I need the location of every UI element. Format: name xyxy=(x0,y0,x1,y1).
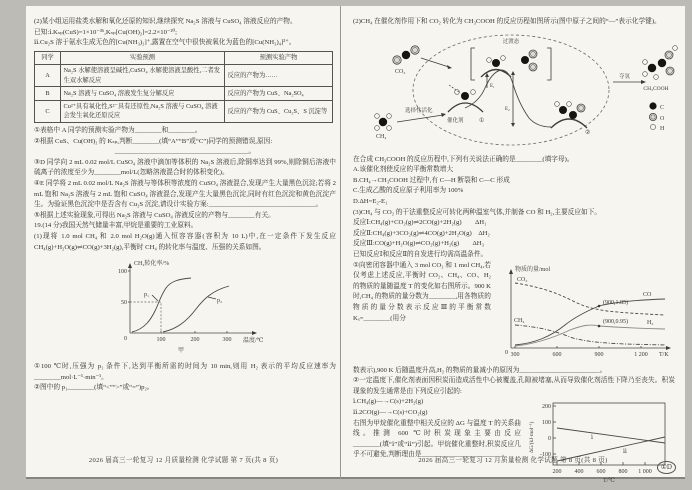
page-8 xyxy=(341,6,685,485)
y-tick-100: 100 xyxy=(117,269,127,276)
known-line-2: ⅱ.Cu₂S 溶于氨水生成无色的[Cu(NH₃)₂]⁺,露置在空气中很快被氧化为蓝色的[Cu(NH₃)₄]²⁺。 xyxy=(34,39,296,47)
reaction-ii: ⅱ.2CO(g)―→C(s)+CO₂(g) xyxy=(353,408,428,416)
question-19-1: (1)现将 1.0 mol CH₄ 和 2.0 mol H₂O(g)通入恒容容器(容积为 10 L)中,在一定条件下发生反应 CH₄(g)+H₂O(g)⇌CO(g)+3H₂(g),平衡时 CH₄ 的转化率与温度、压强的关系如图。 xyxy=(34,232,336,251)
option-d: D.ΔH=E₂-E₁ xyxy=(353,197,388,205)
known-line-1: 已知:ⅰ.Kₛₚ(CuS)=1×10⁻³⁶,Kₛₚ[Cu(OH)₂]=2.2×10⁻²⁰; xyxy=(34,28,178,36)
x-tick-100: 100 xyxy=(156,337,165,344)
co-curve xyxy=(515,299,665,345)
x-axis-label: 温度/℃ xyxy=(242,338,263,345)
block-1 xyxy=(353,261,675,366)
catalyst-region-ellipse xyxy=(413,35,609,145)
table-row xyxy=(35,64,333,86)
question-3-intro: (3)CH₄ 与 CO₂ 的干法重整反应可转化两种温室气体,并制备 CO 和 H₂,主要反应如下。 xyxy=(353,208,602,216)
x-tick-1200: 1 200 xyxy=(634,351,648,358)
product-label: CH₃COOH xyxy=(643,85,669,92)
question-2-intro-right: (2)CH₄ 在催化剂作用下和 CO₂ 转化为 CH₃COOH 的反应历程如图所示(图中原子之间的“—”表示化学键)。 xyxy=(353,18,661,25)
annotation-900-095: (900,0.95) xyxy=(603,318,628,325)
corner-stamp: ①D xyxy=(657,461,676,474)
y-axis-label: ΔG/(kJ·mol⁻¹) xyxy=(529,421,535,454)
sub-question-2: ②图中的 p₁________(填“<”“>”或“=”)p₂。 xyxy=(34,384,154,392)
curve-p1-label: p₁ xyxy=(143,292,149,299)
curve-p1 xyxy=(132,278,191,332)
x-tick-200: 200 xyxy=(190,337,199,344)
block-2 xyxy=(353,397,675,487)
legend-h-label: H xyxy=(660,125,665,132)
student-id: B xyxy=(35,87,61,100)
step-1-label: ① xyxy=(479,117,485,124)
item-1: ①表格中 A 同学的预测实验产物为________和________。 xyxy=(34,127,202,134)
table-row xyxy=(35,100,333,122)
legend-o-label: O xyxy=(660,115,665,122)
ch4-label: CH₄ xyxy=(376,133,387,140)
mechanism-diagram-wrap xyxy=(353,30,675,153)
co2-molecule xyxy=(393,45,419,63)
product-cell: 反应的产物为 CuS、Cu₂S、S 沉淀等 xyxy=(224,100,332,122)
reaction-i: ⅰ.CH₄(g)―→C(s)+2H₂(g) xyxy=(353,398,424,406)
step-2-label: ② xyxy=(585,129,591,136)
transition-state-label: 过渡态 xyxy=(502,38,520,45)
line-i-label: ⅰ xyxy=(591,435,593,442)
co2-series-label: CO₂ xyxy=(517,276,528,283)
product-cell: 反应的产物为 CuS、Na₂SO₄ xyxy=(224,87,332,100)
x-tick-900: 900 xyxy=(594,351,604,358)
bracket-left xyxy=(471,48,475,80)
item-2: ②根据 CuS、Cu(OH)₂ 的 Kₛₚ,判断________(填“A”“B”或“C”)同学的预测错误,原因: xyxy=(34,137,273,145)
table-header-prediction: 实验预测 xyxy=(61,51,225,64)
catalyst-label: 催化剂 xyxy=(447,117,464,124)
adsorbed-acetyl-molecule xyxy=(555,101,585,118)
item-3: ③D 同学向 2 mL 0.02 mol/L CuSO₄ 溶液中滴加等体积的 Na₂S 溶液后,除铜率达到 99%,则除铜后溶液中硫离子的浓度至少为________mol/L(忽略溶液混合时的体积变化)。 xyxy=(34,158,336,177)
y-axis-label: 物质的量/mol xyxy=(515,266,551,273)
selective-activation-label: 选择性活化 xyxy=(405,107,433,114)
reaction-1: 反应Ⅰ:CH₄(g)+CO₂(g)⇌2CO(g)+2H₂(g) ΔH₁ xyxy=(353,219,487,227)
legend-c-label: C xyxy=(660,104,665,111)
deltaG-vs-temperature-chart xyxy=(525,397,675,485)
reaction-3: 反应Ⅲ:CO(g)+H₂O(g)⇌CO₂(g)+H₂(g) ΔH₃ xyxy=(353,240,484,248)
conversion-chart-wrap xyxy=(34,255,336,360)
block-2-text: ②一定温度下,催化剂表面因积炭而造成活性中心被覆盖,孔隙被堵塞,从而导致催化剂活性下降乃至丧失。积炭现象的发生通常是由下列反应引起的: xyxy=(353,377,675,395)
item-2-blank: ________________________________________。 xyxy=(114,148,256,156)
prediction-cell: Na₂S 水解使溶液呈碱性,CuSO₄ 水解使溶液呈酸性,二者发生双水解反应 xyxy=(61,64,225,86)
ch4-conversion-chart xyxy=(103,255,268,355)
block-1-continued: 数表示),900 K 后随温度升高,H₂ 的物质的量减小的原因为________________________。 xyxy=(353,366,607,374)
catalyst-arc-2 xyxy=(551,119,587,128)
item-5: ⑤根据上述实验现象,可得出 Na₂S 溶液与 CuSO₄ 溶液反应的产物与________有关。 xyxy=(34,211,275,219)
item-4: ④E 同学将 2 mL 0.02 mol/L Na₂S 溶液与等体积等浓度的 CuSO₄ 溶液混合,发现产生大量黑色沉淀;若将 2 mL 饱和 Na₂S 溶液与 2 mL 饱和 CuSO₄ 溶液混合,发现产生大量黑色沉淀,同时有红色沉淀和黄色沉淀产生。为验证黑色沉淀中是否含有 Cu₂S 沉淀,请设计实验方案:________________________________。 xyxy=(34,179,336,209)
x-tick-200: 200 xyxy=(552,469,562,476)
x-tick-1000: 1 000 xyxy=(638,469,652,476)
page-seam xyxy=(340,6,341,479)
reaction-2: 反应Ⅱ:CH₄(g)+3CO₂(g)⇌4CO(g)+2H₂O(g) ΔH₂ xyxy=(353,229,490,237)
option-b: B.CH₄→CH₃COOH 过程中,有 C—H 断裂和 C—C 形成 xyxy=(353,176,510,184)
e2-label: E₂ xyxy=(505,106,510,112)
option-c: C.生成乙酸的反应原子利用率为 100% xyxy=(353,187,464,195)
origin-label: 0 xyxy=(123,336,127,343)
bracket-right xyxy=(547,48,551,80)
ch4-molecule xyxy=(375,113,392,130)
table-header-product: 预测实验产物 xyxy=(224,51,332,64)
table-header-student: 同学 xyxy=(35,51,61,64)
annotation-900-185: (900,1.85) xyxy=(603,299,628,306)
x-axis-label: T/K xyxy=(659,351,669,358)
sub-question-1: ①100 ℃时,压强为 p₁ 条件下,达到平衡所需的时间为 10 min,则用 H₂ 表示的平均反应速率为________mol·L⁻¹·min⁻¹。 xyxy=(34,363,336,381)
page-7-footer: 2026 届高三一轮复习 12 月质量检测 化学试题 第 7 页(共 8 页) xyxy=(88,457,279,464)
correct-statement-question: 在合成 CH₃COOH 的反应历程中,下列有关说法正确的是________(填字母)。 xyxy=(353,155,574,163)
mechanism-diagram xyxy=(353,30,675,148)
point-900-185 xyxy=(598,304,601,307)
page-8-footer: 2026 届高三一轮复习 12 月质量检测 化学试题 第 8 页(共 8 页) xyxy=(418,457,608,464)
product-cell: 反应的产物为…… xyxy=(224,64,332,86)
x-tick-600: 600 xyxy=(596,469,606,476)
chart-caption: 甲 xyxy=(177,348,184,355)
h-abstraction-label: 夺氢 xyxy=(619,73,631,80)
y-tick-100: 100 xyxy=(542,420,551,427)
line-ii-label: ⅱ xyxy=(623,449,627,456)
y-axis-label: CH₄转化率/% xyxy=(133,261,169,268)
prediction-cell: Na₂S 溶液与 CuSO₄ 溶液发生复分解反应 xyxy=(61,87,225,100)
y-tick-0: 0 xyxy=(548,436,551,443)
curve-p2-label: p₂ xyxy=(216,298,222,305)
block-1-text: ①向密闭容器中通入 3 mol CO₂ 和 1 mol CH₄,若仅考虑上述反应,平衡时 CO₂、CH₄、CO、H₂ 的物质的量随温度 T 的变化如右图所示。900 K 时,CH₄ 的物质的量分数为________,用各物质的物质的量分数表示反应Ⅲ的平衡常数 Kₓ=________(用分 xyxy=(353,261,491,322)
prediction-table xyxy=(34,51,333,123)
adsorbed-ch3-molecule xyxy=(449,85,475,100)
co-series-label: CO xyxy=(643,291,652,298)
transition-state-molecules xyxy=(481,50,537,77)
prediction-cell: Cu²⁺具有氧化性,S²⁻具有还原性,Na₂S 溶液与 CuSO₄ 溶液会发生氧化还原反应 xyxy=(61,100,225,122)
block-2-question: 右图为甲烷催化重整中相关反应的 ΔG 与温度 T 的关系曲线。推测 600 ℃时积炭现象主要由反应________(填“ⅰ”或“ⅱ”)引起。甲烷催化重整时,积炭反应几乎不可避免,判断理由是________________________。 xyxy=(353,419,521,459)
amounts-vs-temperature-chart xyxy=(495,261,675,364)
student-id: C xyxy=(35,100,61,122)
option-a: A.该催化剂使反应的平衡常数增大 xyxy=(353,166,454,174)
x-tick-600: 600 xyxy=(552,351,562,358)
y-tick-50: 50 xyxy=(120,300,127,307)
x-axis-label: T/℃ xyxy=(602,478,616,485)
ch3cooh-molecule xyxy=(643,45,678,79)
x-tick-800: 800 xyxy=(618,469,628,476)
h2-series-label: H₂ xyxy=(647,319,654,326)
x-tick-400: 400 xyxy=(574,469,584,476)
question-19: 19.(14 分)我国天然气储量丰富,甲烷是重要的工业原料。 xyxy=(34,222,198,230)
origin-label: 0 xyxy=(505,349,508,356)
co2-label: CO₂ xyxy=(395,68,406,75)
question-2-intro: (2)某小组运用盐类水解和氧化还原的知识,继续探究 Na₂S 溶液与 CuSO₄ 溶液反应的产物。 xyxy=(34,18,297,25)
student-id: A xyxy=(35,64,61,86)
x-tick-300: 300 xyxy=(222,337,231,344)
table-row xyxy=(35,87,333,100)
page-7 xyxy=(26,6,341,479)
y-tick-200: 200 xyxy=(542,404,551,411)
ch4-series-label: CH₄ xyxy=(514,317,525,324)
e1-label: E₁ xyxy=(490,83,495,89)
atom-legend xyxy=(649,102,665,132)
x-tick-300: 300 xyxy=(510,351,520,358)
energy-profile-curve xyxy=(465,70,551,127)
curve-p2 xyxy=(163,286,229,332)
point-900-095 xyxy=(598,324,601,327)
known-condition: 已知反应Ⅰ和反应Ⅱ的自发进行均需高温条件。 xyxy=(353,250,488,258)
y-tick-neg100: -100 xyxy=(540,452,551,459)
